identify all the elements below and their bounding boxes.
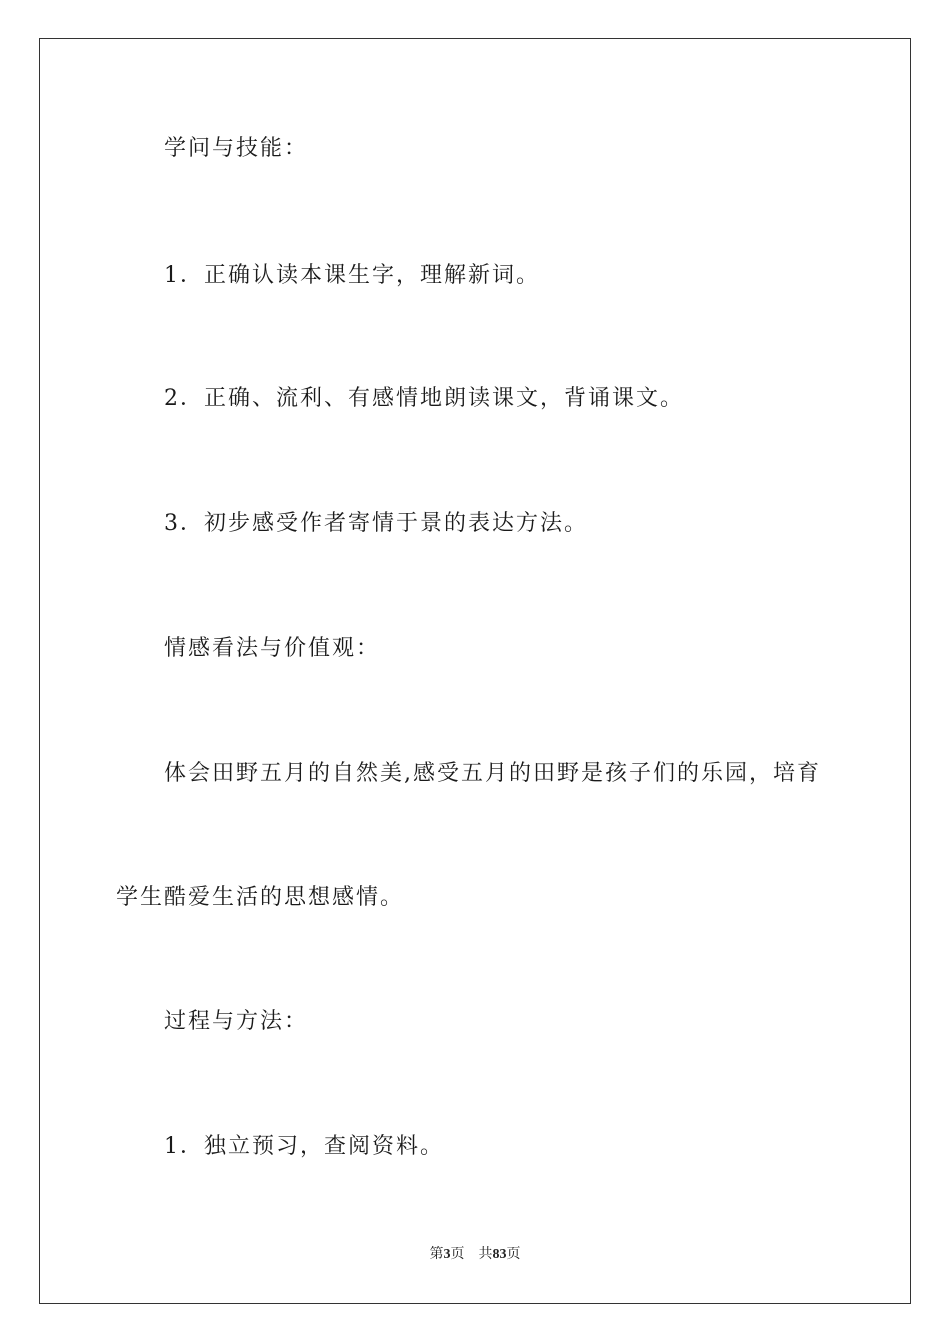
- footer-page-number: 3: [443, 1247, 451, 1262]
- heading-emotion-values: 情感看法与价值观：: [164, 636, 381, 661]
- page-footer: [0, 1246, 950, 1264]
- footer-total-prefix: 共: [478, 1247, 493, 1262]
- footer-total-pages: 83: [492, 1247, 507, 1262]
- footer-total-suffix: 页: [506, 1247, 521, 1262]
- footer-page-suffix: 页: [450, 1247, 465, 1262]
- paragraph-line-2: 学生酷爱生活的思想感情。: [116, 885, 405, 910]
- heading-knowledge-skills: 学问与技能：: [164, 136, 309, 161]
- footer-page-prefix: 第: [429, 1247, 444, 1262]
- heading-process-method: 过程与方法：: [164, 1009, 309, 1034]
- method-item-1: 1．独立预习，查阅资料。: [164, 1134, 444, 1159]
- objective-item-2: 2．正确、流利、有感情地朗读课文，背诵课文。: [164, 386, 684, 411]
- paragraph-line-1: 体会田野五月的自然美,感受五月的田野是孩子们的乐园，培育: [164, 761, 821, 786]
- objective-item-3: 3．初步感受作者寄情于景的表达方法。: [164, 511, 588, 536]
- objective-item-1: 1．正确认读本课生字，理解新词。: [164, 263, 540, 288]
- page-border: [39, 38, 911, 1304]
